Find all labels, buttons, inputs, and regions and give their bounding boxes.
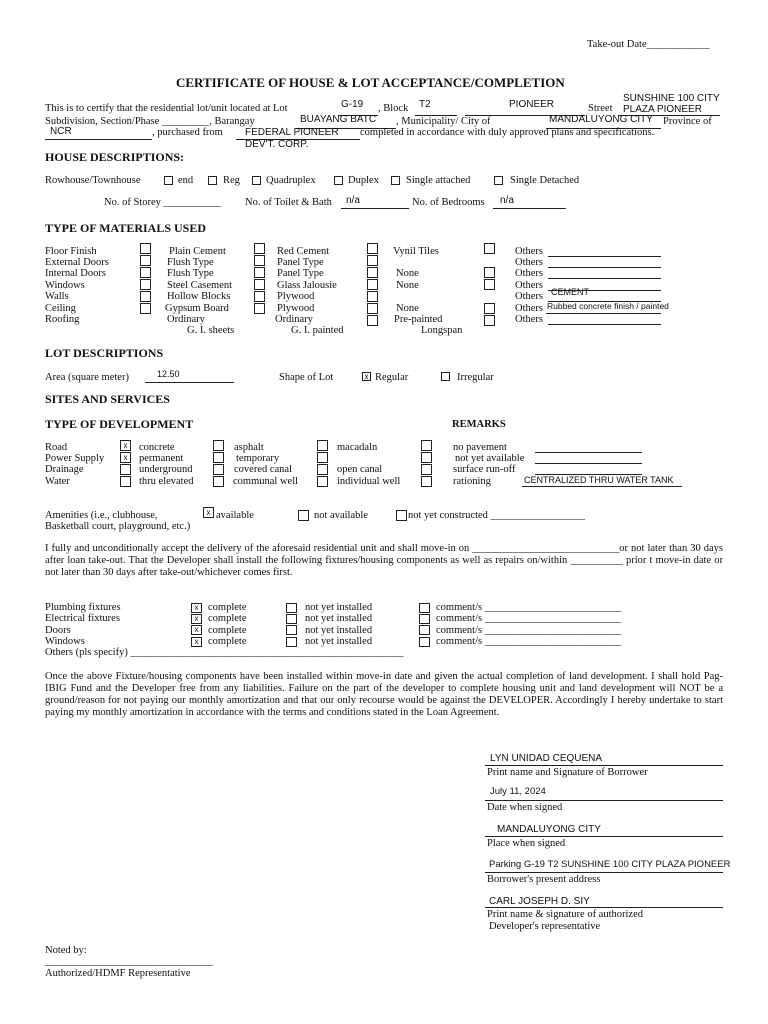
acceptance-paragraph: I fully and unconditionally accept the delivery of the aforesaid residential unit and shall move-in on ____________________________or not later than 30 days after loan take-out. That the Developer shall install the following fixtures/housing components as well as repairs on/within __________ prior t move-in date or not later than 30 days after take-out/whichever comes first.: [45, 543, 723, 578]
int-door-panel-checkbox[interactable]: [254, 267, 265, 278]
drainage-open-checkbox[interactable]: [317, 464, 328, 475]
others-specify[interactable]: Others (pls specify) ____________________________________________________: [45, 647, 404, 658]
doors-comment-checkbox[interactable]: [419, 625, 430, 635]
street-field[interactable]: PIONEER: [509, 99, 555, 110]
wall-other-checkbox[interactable]: [367, 291, 378, 302]
toilet-bath-field[interactable]: n/a: [346, 195, 360, 206]
noted-by-label: Noted by:: [45, 945, 87, 956]
windows-complete-checkbox[interactable]: x: [191, 637, 202, 647]
ceiling-other-field[interactable]: Rubbed concrete finish / painted: [547, 301, 669, 311]
ceiling-gypsum-checkbox[interactable]: [140, 303, 151, 314]
road-concrete-checkbox[interactable]: x: [120, 440, 131, 451]
road-no-pavement-checkbox[interactable]: [421, 440, 432, 451]
drainage-covered-checkbox[interactable]: [213, 464, 224, 475]
province-field[interactable]: NCR: [50, 126, 72, 137]
int-door-others-checkbox[interactable]: [484, 267, 495, 278]
window-steel-checkbox[interactable]: [140, 279, 151, 290]
house-desc-heading: HOUSE DESCRIPTIONS:: [45, 150, 185, 164]
development-heading: TYPE OF DEVELOPMENT: [45, 417, 194, 431]
window-glass-checkbox[interactable]: [254, 279, 265, 290]
single-attached-checkbox[interactable]: [391, 176, 400, 185]
int-door-flush-checkbox[interactable]: [140, 267, 151, 278]
road-macadam-checkbox[interactable]: [317, 440, 328, 451]
amenities-not-yet-checkbox[interactable]: [396, 510, 407, 521]
address-field[interactable]: Parking G-19 T2 SUNSHINE 100 CITY PLAZA PIONEER: [489, 859, 731, 870]
ceiling-others-checkbox[interactable]: [484, 303, 495, 314]
window-others-checkbox[interactable]: [484, 279, 495, 290]
irregular-checkbox[interactable]: [441, 372, 450, 381]
ceiling-none-checkbox[interactable]: [367, 303, 378, 314]
ext-door-flush-checkbox[interactable]: [140, 255, 151, 266]
water-communal-checkbox[interactable]: [213, 476, 224, 487]
wall-hollow-checkbox[interactable]: [140, 291, 151, 302]
drainage-underground-checkbox[interactable]: [120, 464, 131, 475]
amenities-available-checkbox[interactable]: x: [203, 507, 214, 518]
plumbing-complete-checkbox[interactable]: x: [191, 603, 202, 613]
bedrooms-field[interactable]: n/a: [500, 195, 514, 206]
developer-rep-field[interactable]: CARL JOSEPH D. SIY: [489, 896, 590, 907]
wall-plywood-checkbox[interactable]: [254, 291, 265, 302]
block-field[interactable]: T2: [419, 99, 431, 110]
power-permanent-checkbox[interactable]: x: [120, 452, 131, 463]
doors-complete-checkbox[interactable]: x: [191, 625, 202, 635]
ext-door-other-checkbox[interactable]: [367, 255, 378, 266]
electrical-not-installed-checkbox[interactable]: [286, 614, 297, 624]
regular-checkbox[interactable]: x: [362, 372, 371, 381]
purchased-from-field[interactable]: FEDERAL PIONEER DEV'T. CORP.: [245, 127, 339, 150]
plumbing-not-installed-checkbox[interactable]: [286, 603, 297, 613]
electrical-complete-checkbox[interactable]: x: [191, 614, 202, 624]
undertaking-paragraph: Once the above Fixture/housing components have been installed within move-in date and given the actual completion of land development. I shall hold Pag-IBIG Fund and the Developer free from any liabilities. Failure on the part of the developer to complete housing unit and land development will NOT be a ground/reason for not paying our monthly amortization and that our only recourse would be against the DEVELOPER. Accordingly I hereby undertake to start paying my monthly amortization in accordance with the terms and conditions stated in the Loan Agreement.: [45, 671, 723, 718]
ceiling-plywood-checkbox[interactable]: [254, 303, 265, 314]
water-remark-field[interactable]: CENTRALIZED THRU WATER TANK: [524, 475, 674, 485]
borrower-name-field[interactable]: LYN UNIDAD CEQUENA: [490, 753, 603, 764]
ext-door-panel-checkbox[interactable]: [254, 255, 265, 266]
duplex-checkbox[interactable]: [334, 176, 343, 185]
water-individual-checkbox[interactable]: [317, 476, 328, 487]
barangay-field[interactable]: BUAYANG BATC: [300, 114, 377, 125]
window-none-checkbox[interactable]: [367, 279, 378, 290]
reg-checkbox[interactable]: [208, 176, 217, 185]
floor-others-checkbox[interactable]: [484, 243, 495, 254]
city-field[interactable]: MANDALUYONG CITY: [549, 114, 653, 125]
takeout-date: Take-out Date____________: [587, 39, 710, 50]
roof-ordinary-checkbox[interactable]: [367, 315, 378, 326]
quadruplex-checkbox[interactable]: [252, 176, 261, 185]
subdivision-field[interactable]: SUNSHINE 100 CITY PLAZA PIONEER: [623, 93, 720, 115]
remarks-heading: REMARKS: [452, 419, 506, 430]
single-detached-checkbox[interactable]: [494, 176, 503, 185]
electrical-comment-checkbox[interactable]: [419, 614, 430, 624]
page-title: CERTIFICATE OF HOUSE & LOT ACCEPTANCE/COMPLETION: [176, 75, 565, 90]
floor-plain-cement-checkbox[interactable]: [140, 243, 151, 254]
plumbing-comment-checkbox[interactable]: [419, 603, 430, 613]
date-signed-field[interactable]: July 11, 2024: [490, 786, 546, 797]
road-asphalt-checkbox[interactable]: [213, 440, 224, 451]
sites-heading: SITES AND SERVICES: [45, 392, 170, 406]
roof-prepainted-checkbox[interactable]: [484, 315, 495, 326]
area-field[interactable]: 12.50: [157, 369, 180, 379]
amenities-not-available-checkbox[interactable]: [298, 510, 309, 521]
windows-not-installed-checkbox[interactable]: [286, 637, 297, 647]
power-temporary-checkbox[interactable]: [213, 452, 224, 463]
lot-desc-heading: LOT DESCRIPTIONS: [45, 346, 164, 360]
drainage-runoff-checkbox[interactable]: [421, 464, 432, 475]
place-signed-field[interactable]: MANDALUYONG CITY: [497, 824, 601, 835]
floor-vynil-checkbox[interactable]: [367, 243, 378, 254]
lot-field[interactable]: G-19: [341, 99, 364, 110]
materials-heading: TYPE OF MATERIALS USED: [45, 221, 207, 235]
power-not-available-checkbox[interactable]: [421, 452, 432, 463]
water-rationing-checkbox[interactable]: [421, 476, 432, 487]
doors-not-installed-checkbox[interactable]: [286, 625, 297, 635]
power-other-checkbox[interactable]: [317, 452, 328, 463]
end-checkbox[interactable]: [164, 176, 173, 185]
walls-other-field[interactable]: CEMENT: [551, 287, 589, 297]
storey-field[interactable]: No. of Storey ___________: [104, 197, 222, 208]
noted-signature-line[interactable]: ________________________________: [45, 956, 213, 967]
hdmf-rep-label: Authorized/HDMF Representative: [45, 968, 191, 979]
floor-red-cement-checkbox[interactable]: [254, 243, 265, 254]
windows-comment-checkbox[interactable]: [419, 637, 430, 647]
water-elevated-checkbox[interactable]: [120, 476, 131, 487]
int-door-none-checkbox[interactable]: [367, 267, 378, 278]
